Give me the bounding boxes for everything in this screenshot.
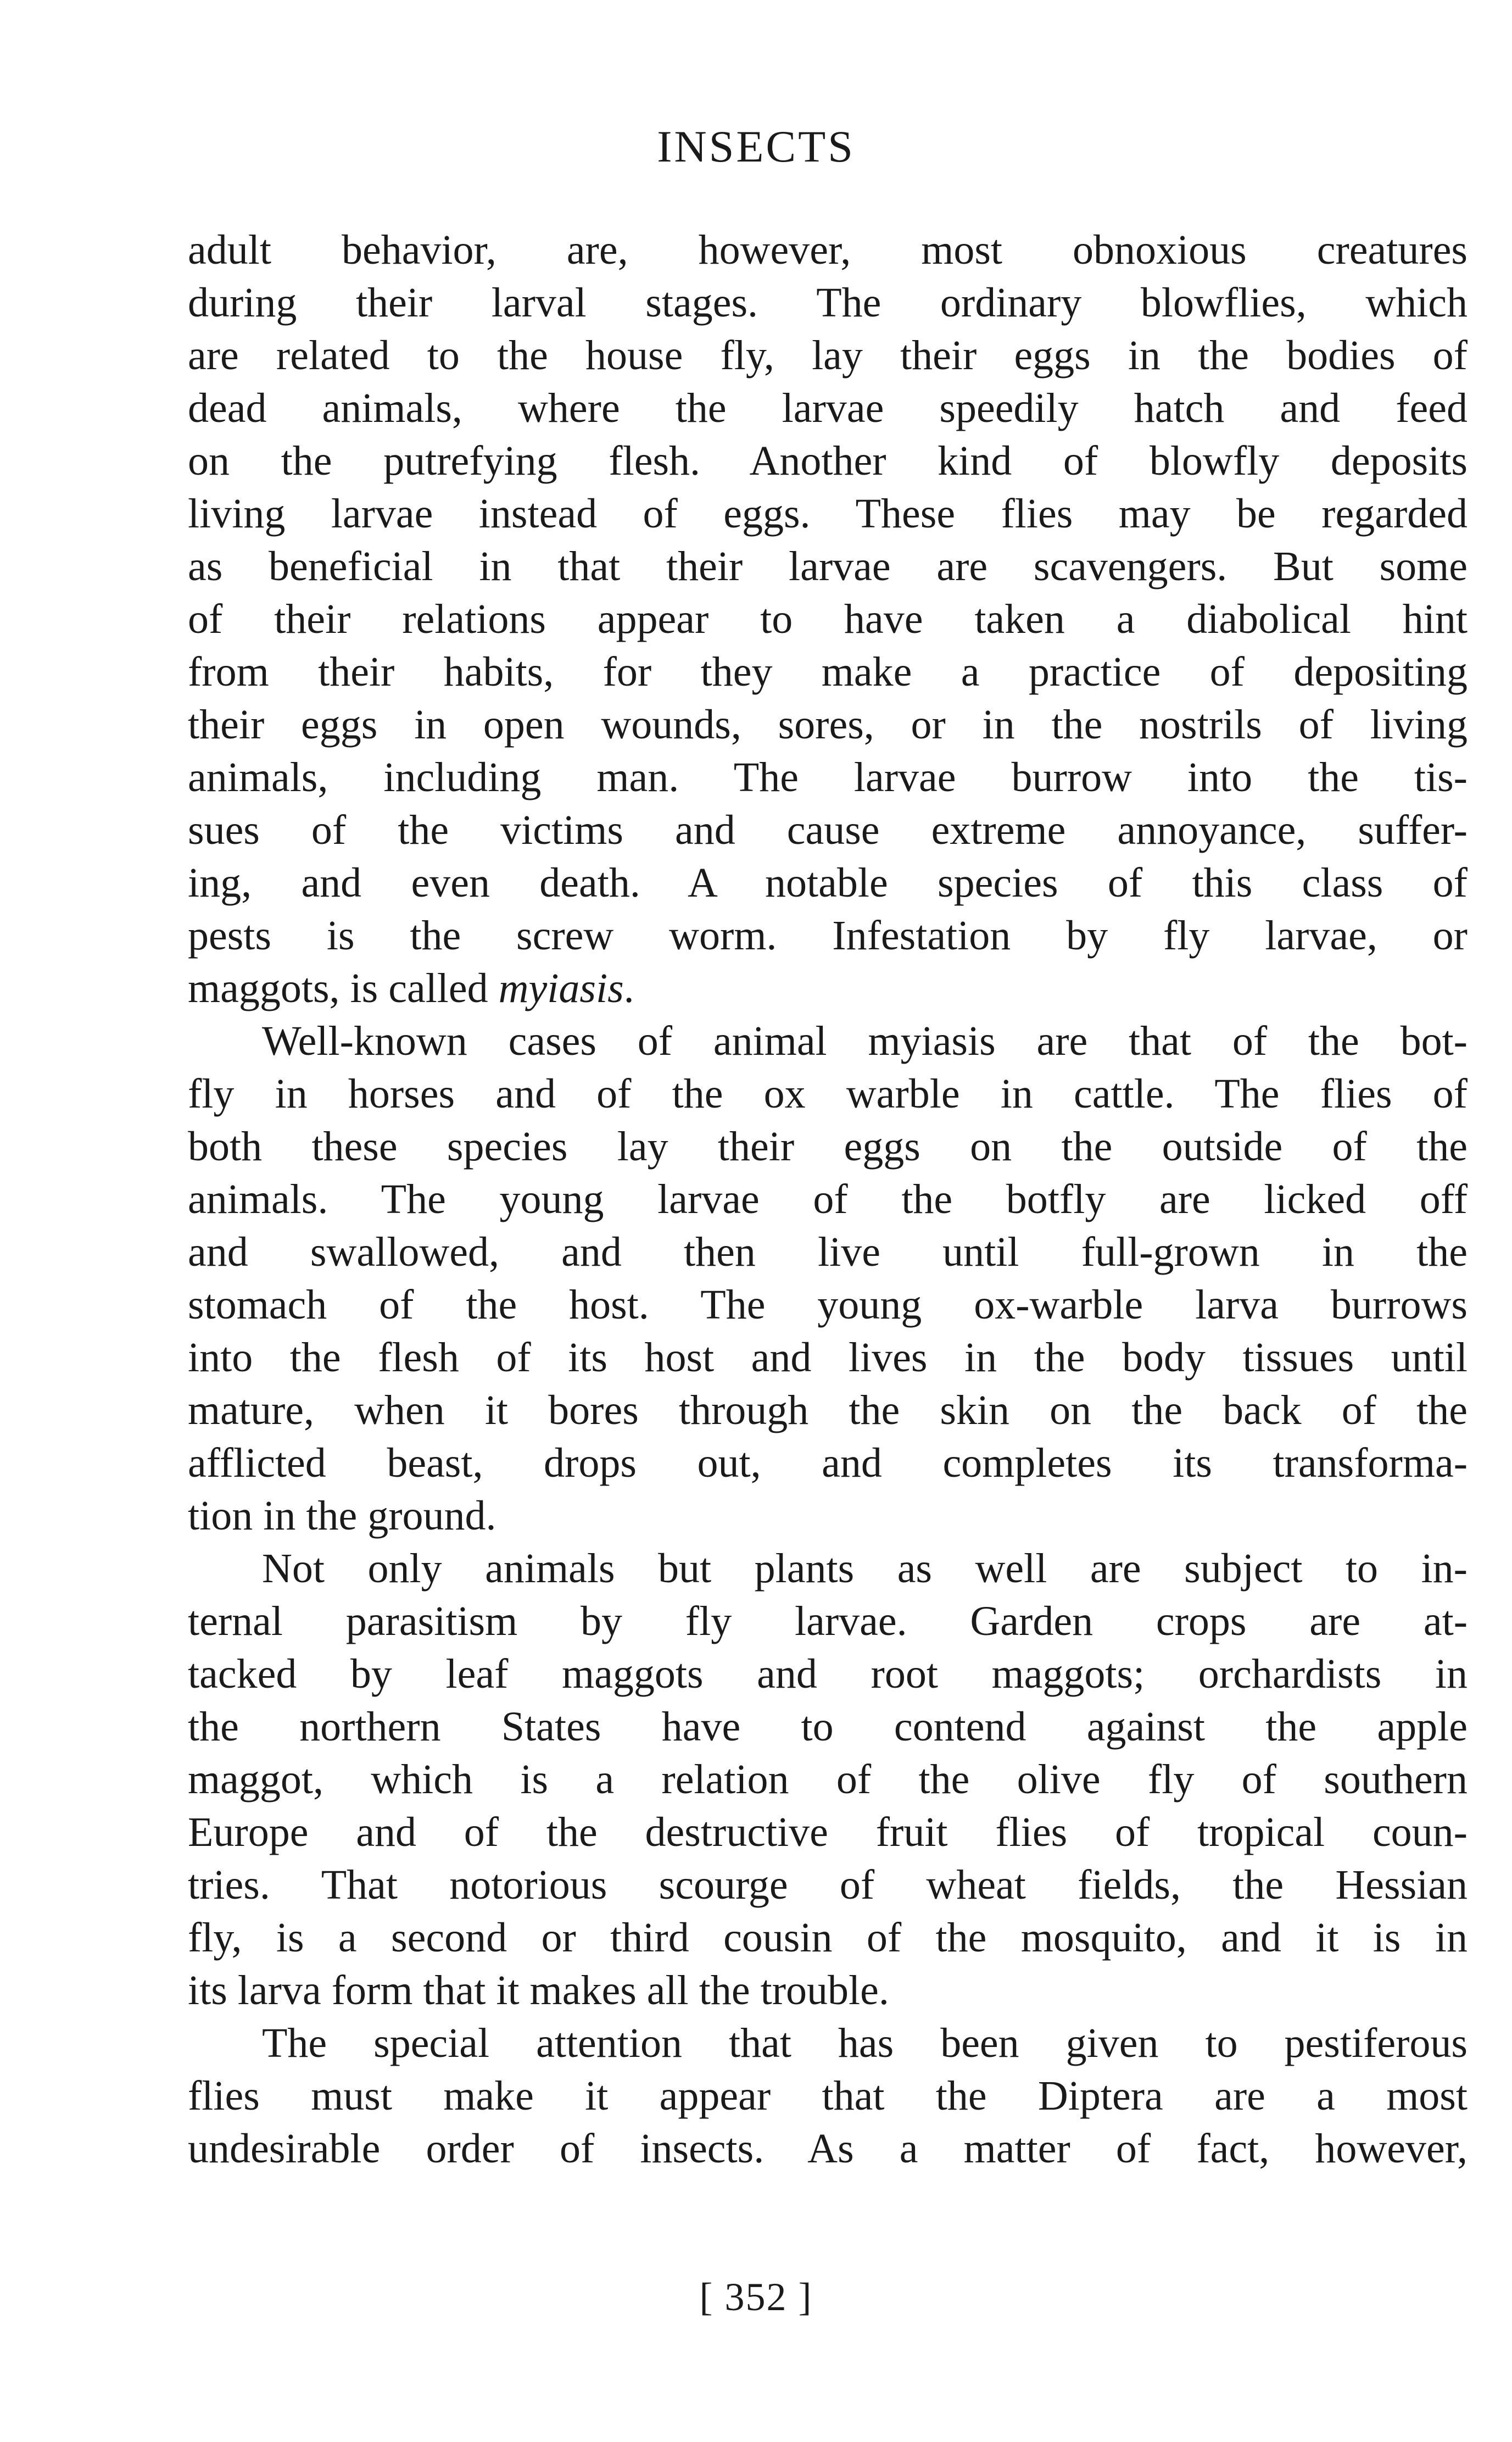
text-line: into the flesh of its host and lives in the body tissues until <box>188 1334 1468 1381</box>
text-line: and swallowed, and then live until full-grown in the <box>188 1229 1468 1275</box>
text-line: are related to the house fly, lay their eggs in the bodies of <box>188 332 1468 379</box>
text-line: its larva form that it makes all the trouble. <box>188 1967 889 2013</box>
text-line: tion in the ground. <box>188 1493 496 1539</box>
text-line: maggot, which is a relation of the olive fly of southern <box>188 1756 1468 1803</box>
text-line: pests is the screw worm. Infestation by fly larvae, or <box>188 913 1468 959</box>
page-number: [ 352 ] <box>699 2275 813 2319</box>
text-line: flies must make it appear that the Diptera are a most <box>188 2073 1468 2119</box>
running-head: INSECTS <box>657 121 855 171</box>
text-line: of their relations appear to have taken a diabolical hint <box>188 596 1468 642</box>
text-line: mature, when it bores through the skin on the back of the <box>188 1387 1468 1433</box>
text-line: their eggs in open wounds, sores, or in the nostrils of living <box>188 702 1468 748</box>
line-text: maggots, is called <box>188 965 499 1011</box>
text-line: fly in horses and of the ox warble in cattle. The flies of <box>188 1071 1468 1117</box>
text-line: tries. That notorious scourge of wheat fields, the Hessian <box>188 1862 1468 1908</box>
text-line: The special attention that has been given to pestiferous <box>262 2020 1468 2066</box>
text-line <box>188 961 1468 1016</box>
text-line: adult behavior, are, however, most obnoxious creatures <box>188 227 1468 273</box>
text-line: both these species lay their eggs on the outside of the <box>188 1123 1468 1170</box>
text-line: Not only animals but plants as well are subject to in- <box>262 1545 1468 1592</box>
text-line: animals. The young larvae of the botfly are licked off <box>188 1176 1468 1222</box>
italic-term: myiasis <box>498 965 624 1011</box>
text-line: on the putrefying flesh. Another kind of blowfly deposits <box>188 438 1468 484</box>
text-line: the northern States have to contend against the apple <box>188 1704 1468 1750</box>
text-line: from their habits, for they make a practice of depositing <box>188 649 1468 695</box>
text-line: animals, including man. The larvae burrow into the tis- <box>188 754 1468 800</box>
text-line: sues of the victims and cause extreme annoyance, suffer- <box>188 807 1468 853</box>
text-line: stomach of the host. The young ox-warble larva burrows <box>188 1282 1468 1328</box>
text-line: ing, and even death. A notable species of this class of <box>188 860 1468 906</box>
text-line: Well-known cases of animal myiasis are that of the bot- <box>262 1018 1468 1064</box>
text-line: as beneficial in that their larvae are scavengers. But some <box>188 543 1468 589</box>
text-line: dead animals, where the larvae speedily hatch and feed <box>188 385 1468 431</box>
text-line: during their larval stages. The ordinary blowflies, which <box>188 280 1468 326</box>
text-line: fly, is a second or third cousin of the mosquito, and it is in <box>188 1915 1468 1961</box>
text-line: ternal parasitism by fly larvae. Garden crops are at- <box>188 1598 1468 1644</box>
text-line: Europe and of the destructive fruit flies of tropical coun- <box>188 1809 1468 1855</box>
text-line: undesirable order of insects. As a matter of fact, however, <box>188 2126 1468 2172</box>
text-line: living larvae instead of eggs. These flies may be regarded <box>188 491 1468 537</box>
text-line: afflicted beast, drops out, and completes its transforma- <box>188 1440 1468 1486</box>
text-line: tacked by leaf maggots and root maggots; orchardists in <box>188 1651 1468 1697</box>
line-punctuation: . <box>623 965 634 1011</box>
